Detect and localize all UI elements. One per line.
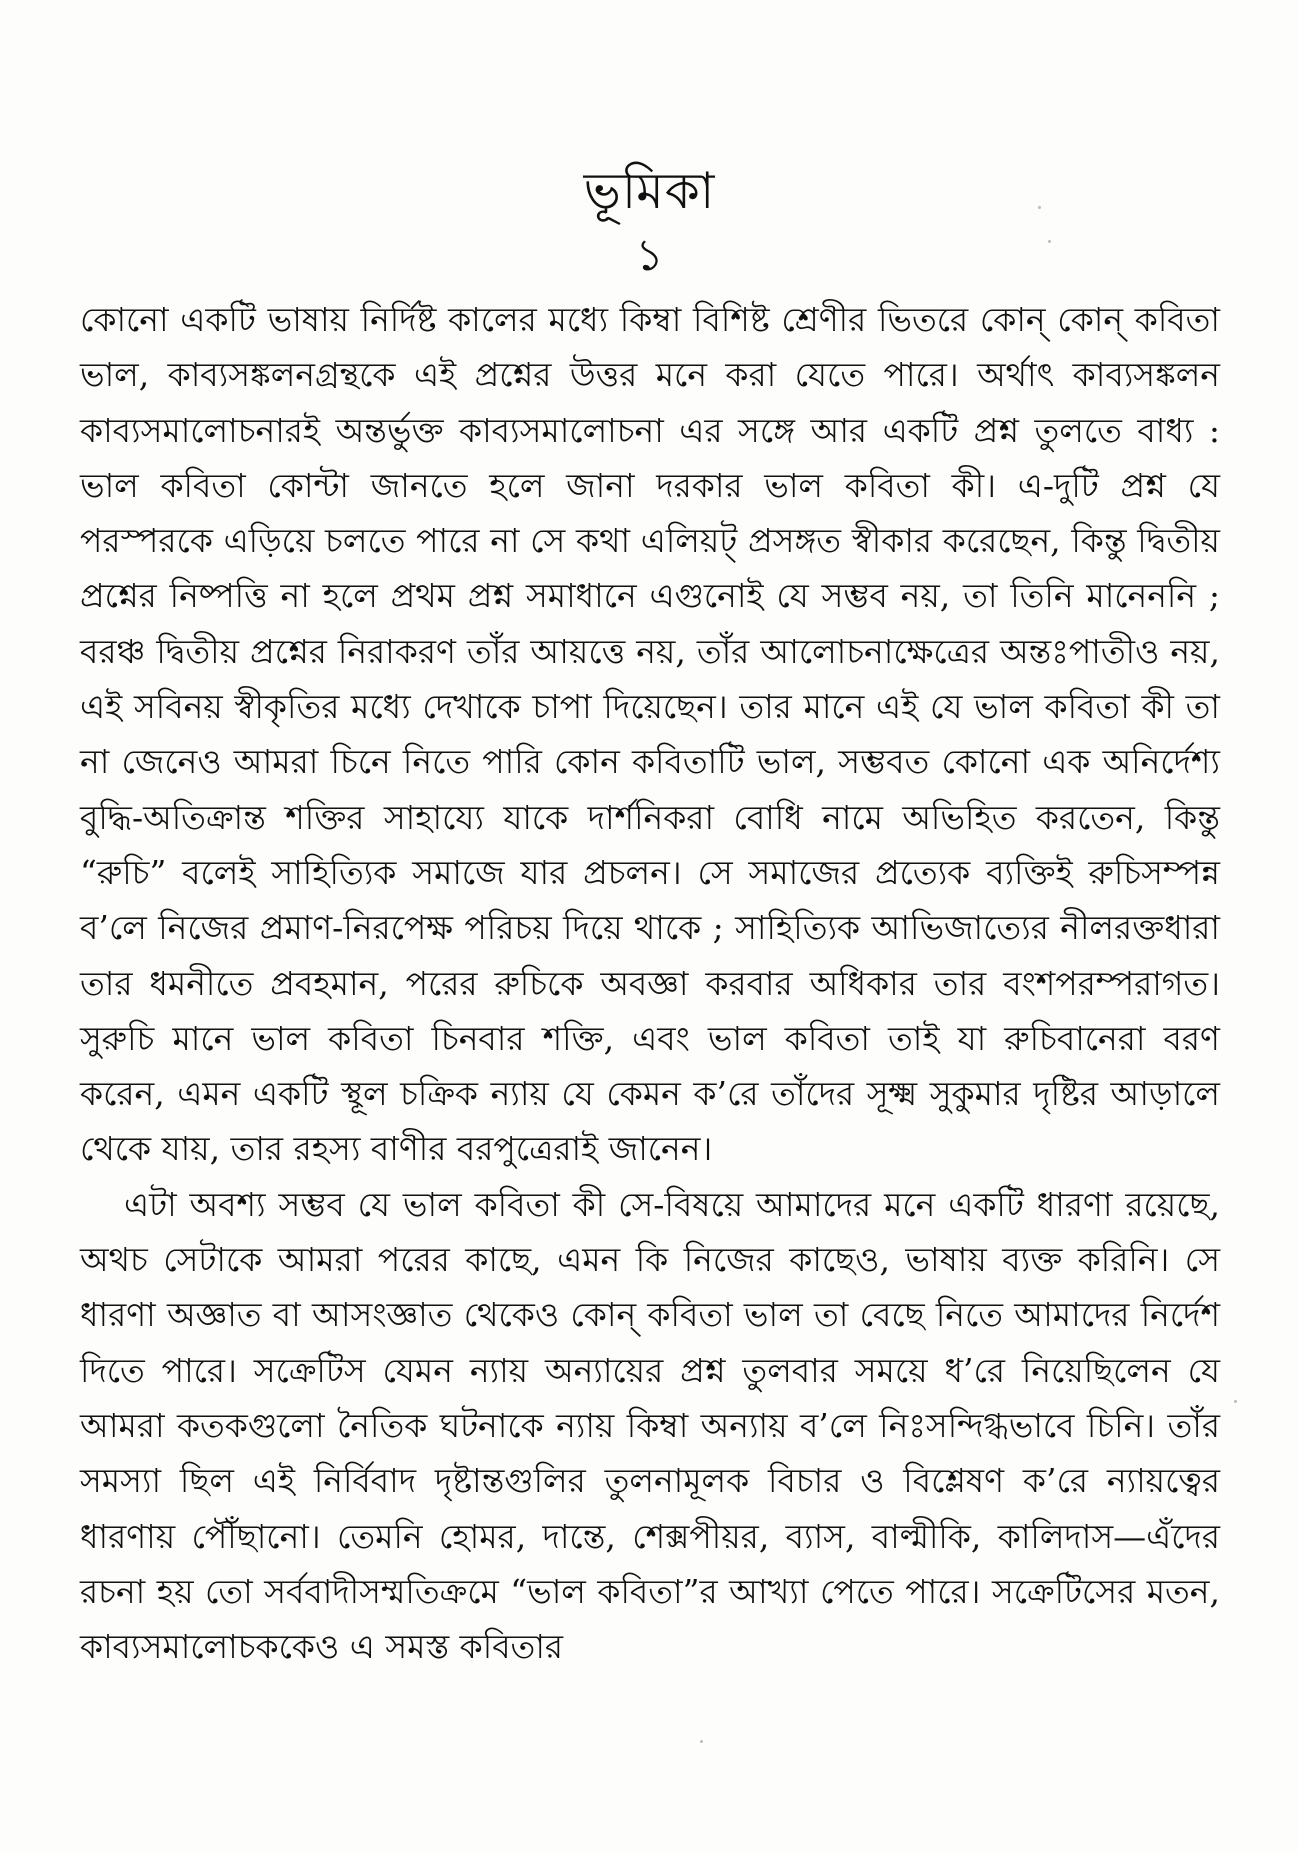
- paper-speck: [1048, 240, 1051, 243]
- paragraph: কোনো একটি ভাষায় নির্দিষ্ট কালের মধ্যে কিম্বা বিশিষ্ট শ্রেণীর ভিতরে কোন্ কোন্ কবিতা ভাল, কাব্যসঙ্কলনগ্রন্থকে এই প্রশ্নের উত্তর মনে করা যেতে পারে। অর্থাৎ কাব্যসঙ্কলন কাব্যসমালোচনারই অন্তর্ভুক্ত কাব্যসমালোচনা এর সঙ্গে আর একটি প্রশ্ন তুলতে বাধ্য : ভাল কবিতা কোন্টা জানতে হলে জানা দরকার ভাল কবিতা কী। এ-দুটি প্রশ্ন যে পরস্পরকে এড়িয়ে চলতে পারে না সে কথা এলিয়ট্ প্রসঙ্গত স্বীকার করেছেন, কিন্তু দ্বিতীয় প্রশ্নের নিষ্পত্তি না হলে প্রথম প্রশ্ন সমাধানে এগুনোই যে সম্ভব নয়, তা তিনি মানেননি ; বরঞ্চ দ্বিতীয় প্রশ্নের নিরাকরণ তাঁর আয়ত্তে নয়, তাঁর আলোচনাক্ষেত্রের অন্তঃপাতীও নয়, এই সবিনয় স্বীকৃতির মধ্যে দেখাকে চাপা দিয়েছেন। তার মানে এই যে ভাল কবিতা কী তা না জেনেও আমরা চিনে নিতে পারি কোন কবিতাটি ভাল, সম্ভবত কোনো এক অনির্দেশ্য বুদ্ধি-অতিক্রান্ত শক্তির সাহায্যে যাকে দার্শনিকরা বোধি নামে অভিহিত করতেন, কিন্তু “রুচি” বলেই সাহিত্যিক সমাজে যার প্রচলন। সে সমাজের প্রত্যেক ব্যক্তিই রুচিসম্পন্ন ব’লে নিজের প্রমাণ-নিরপেক্ষ পরিচয় দিয়ে থাকে ; সাহিত্যিক আভিজাত্যের নীলরক্তধারা তার ধমনীতে প্রবহমান, পরের রুচিকে অবজ্ঞা করবার অধিকার তার বংশপরম্পরাগত। সুরুচি মানে ভাল কবিতা চিনবার শক্তি, এবং ভাল কবিতা তাই যা রুচিবানেরা বরণ করেন, এমন একটি স্থূল চক্রিক ন্যায় যে কেমন ক’রে তাঁদের সূক্ষ্ম সুকুমার দৃষ্টির আড়ালে থেকে যায়, তার রহস্য বাণীর বরপুত্রেরাই জানেন।: [80, 300, 1220, 1169]
- paper-speck: [1038, 206, 1041, 209]
- section-number: ১: [635, 230, 664, 281]
- page-title: ভূমিকা: [583, 161, 716, 220]
- paper-speck: [700, 1740, 703, 1743]
- paper-speck: [1234, 1400, 1237, 1403]
- paragraph: এটা অবশ্য সম্ভব যে ভাল কবিতা কী সে-বিষয়ে আমাদের মনে একটি ধারণা রয়েছে, অথচ সেটাকে আমরা পরের কাছে, এমন কি নিজের কাছেও, ভাষায় ব্যক্ত করিনি। সে ধারণা অজ্ঞাত বা আসংজ্ঞাত থেকেও কোন্ কবিতা ভাল তা বেছে নিতে আমাদের নির্দেশ দিতে পারে। সক্রেটিস যেমন ন্যায় অন্যায়ের প্রশ্ন তুলবার সময়ে ধ’রে নিয়েছিলেন যে আমরা কতকগুলো নৈতিক ঘটনাকে ন্যায় কিম্বা অন্যায় ব’লে নিঃসন্দিগ্ধভাবে চিনি। তাঁর সমস্যা ছিল এই নির্বিবাদ দৃষ্টান্তগুলির তুলনামূলক বিচার ও বিশ্লেষণ ক’রে ন্যায়ত্বের ধারণায় পৌঁছানো। তেমনি হোমর, দান্তে, শেক্সপীয়র, ব্যাস, বাল্মীকি, কালিদাস—এঁদের রচনা হয় তো সর্ববাদীসম্মতিক্রমে “ভাল কবিতা”র আখ্যা পেতে পারে। সক্রেটিসের মতন, কাব্যসমালোচককেও এ সমস্ত কবিতার: [80, 1184, 1220, 1667]
- body-text: [80, 292, 1220, 1674]
